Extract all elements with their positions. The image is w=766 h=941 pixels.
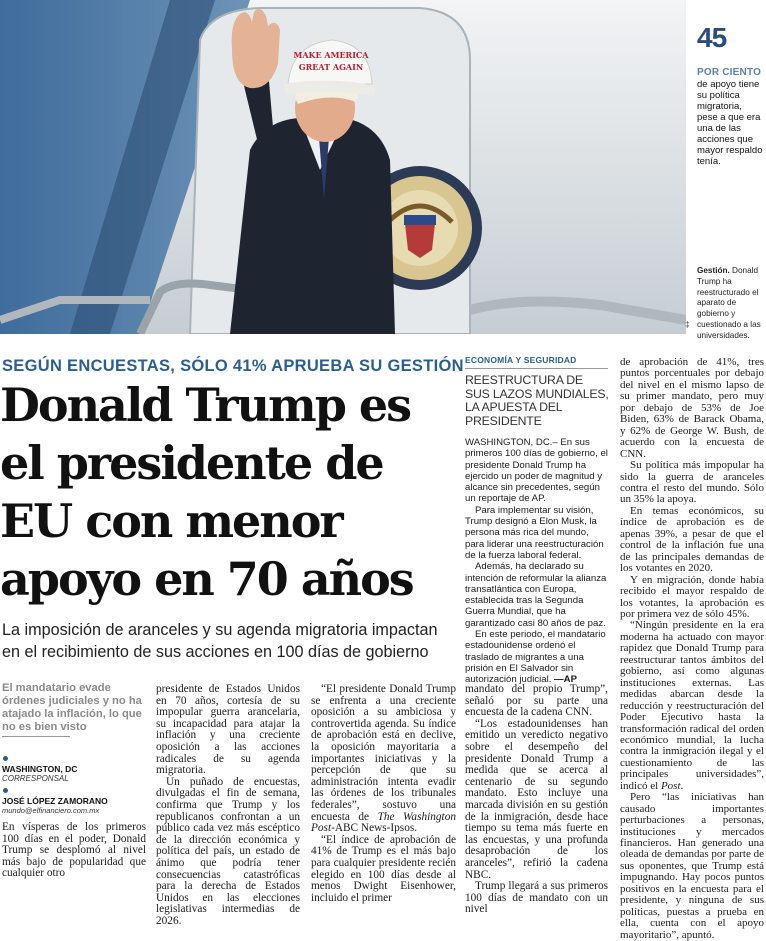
column-2: [156, 684, 300, 927]
byline-email: mundo@elfinanciero.com.mx: [2, 806, 100, 815]
main-photo: [0, 0, 686, 334]
paragraph-text: -ABC News-Ipsos.: [331, 822, 418, 835]
column-3: [311, 684, 456, 904]
bullet-icon: [3, 756, 8, 761]
paragraph: En vísperas de los primeros 100 días en el poder, Donald Trump se desplomó al nivel más bajo de popularidad que cualquier otro: [2, 821, 146, 880]
stat-unit: POR CIENTO: [697, 67, 762, 78]
paragraph: Pero “las iniciativas han causado importantes perturbaciones a personas, instituciones y mercados financieros. Han generado una oleada de demandas por parte de sus oponentes, que Trump está impugnando. Hay pocos puntos positivos en la encuesta para el presidente, y ninguna de sus políticas, puestas a prueba en ella, cuenta con el apoyo mayoritario”, apuntó.: [620, 791, 764, 941]
column-1: [2, 822, 146, 880]
stat-number: 45: [697, 22, 727, 53]
paragraph: presidente de Estados Unidos en 70 años, cortesía de su impopular guerra arancelaria, su incapacidad para atajar la inflación y una creciente oposición a las acciones radicales de su agenda migratoria.: [156, 683, 300, 777]
divider: [465, 368, 608, 369]
paragraph: Su política más impopular ha sido la guerra de aranceles contra el resto del mundo. Sólo un 35% la apoya.: [620, 459, 764, 506]
paragraph: En temas económicos, su índice de aprobación es de apenas 39%, a pesar de que el control de la inflación fue una de las principales demandas de los votantes en 2020.: [620, 504, 764, 575]
sidebar: [690, 0, 766, 340]
bullet-icon: [3, 788, 8, 793]
stat-text: de apoyo tiene su política migratoria, pese a que era una de las acciones que mayor respaldo tenía.: [697, 79, 763, 167]
caption-text: Donald Trump ha reestructurado el aparato de gobierno y cuestionado a las universidades.: [697, 266, 761, 340]
paragraph: Trump llegará a sus primeros 100 días de mandato con un nivel: [465, 880, 608, 916]
publication-name: Post: [660, 779, 681, 792]
paragraph: de aprobación de 41%, tres puntos porcentuales por debajo del nivel en el mismo lapso de su primer mandato, pero muy por debajo de 53% de Joe Biden, 63% de Barack Obama, y 62% de George W. Bush, de acuerdo con la encuesta de CNN.: [620, 356, 764, 460]
signature: —AP: [551, 674, 577, 686]
paragraph-text: “Ningún presidente en la era moderna ha actuado con mayor rapidez que Donald Trump para reestructurar tantos ámbitos del gobierno, así como algunas instituciones externas. Las medidas abarcan desde la reducción y reestructuración del Poder Ejecutivo hasta la transformación radical del orden económico mundial, la lucha contra la inmigración ilegal y el cuestionamiento de las principales universidades”, indicó el: [620, 619, 764, 792]
publication-name: The Washington Post: [311, 810, 456, 835]
paragraph: [311, 684, 456, 835]
paragraph: [465, 629, 610, 685]
column-4: [465, 684, 608, 916]
box-headline: REESTRUCTURA DE SUS LAZOS MUNDIALES, LA APUESTA DEL PRESIDENTE: [465, 373, 609, 428]
paragraph-text: .: [680, 779, 684, 792]
cap-text-line-2: GREAT AGAIN: [298, 62, 364, 72]
photo-caption: [697, 266, 763, 342]
paragraph: Un puñado de encuestas, divulgadas el fin de semana, confirma que Trump y los republicanos confrontan a un público cada vez más escéptico de la dirección económica y política del país, un estado de ánimo que podría tener consecuencias catastróficas para la derecha de Estados Unidos en las elecciones legislativas intermedias de 2026.: [156, 775, 300, 927]
kicker: SEGÚN ENCUESTAS, SÓLO 41% APRUEBA SU GESTIÓN: [2, 357, 464, 375]
paragraph: “Los estadounidenses han emitido un veredicto negativo sobre el desempeño del presidente Donald Trump a medida que se acerca al centenario de su segundo mandato. Esto incluye una marcada división en su gestión de la inmigración, desde hace tiempo su tema más fuerte en las encuestas, y una profunda desaprobación de los aranceles”, refirió la cadena NBC.: [465, 717, 608, 881]
paragraph: Además, ha declarado su intención de reformular la alianza transatlántica con Europa, establecida tras la Segunda Guerra Mundial, que ha garantizado casi 80 años de paz.: [465, 561, 607, 629]
byline-city: WASHINGTON, DC: [2, 764, 78, 774]
box-body: [465, 437, 610, 686]
column-5: [620, 357, 764, 941]
paragraph: Para implementar su visión, Trump designó a Elon Musk, la persona más rica del mundo, para liderar una reestructuración de la fuerza laboral federal.: [465, 504, 604, 561]
byline-name: JOSÉ LÓPEZ ZAMORANO: [2, 796, 108, 806]
paragraph: “El índice de aprobación de 41% de Trump es el más bajo para cualquier presidente recién elegido en 100 días desde al menos Dwight Eisenhower, incluido el primer: [311, 833, 456, 904]
paragraph: mandato del propio Trump”, señaló por su parte una encuesta de la cadena CNN.: [465, 683, 608, 719]
paragraph: [620, 620, 764, 792]
paragraph: WASHINGTON, DC.– En sus primeros 100 días de gobierno, el presidente Donald Trump ha ejercido un poder de magnitud y alcance sin precedentes, según un reportaje de AP.: [465, 437, 608, 505]
pull-quote: El mandatario evade órdenes judiciales y no ha atajado la inflación, lo que no es bien visto: [2, 682, 142, 733]
section-label: ECONOMÍA Y SEGURIDAD: [465, 355, 577, 365]
cap-text-line-1: MAKE AMERICA: [293, 50, 369, 60]
subhead: La imposición de aranceles y su agenda migratoria impactan en el recibimiento de sus acciones en 100 días de gobierno: [2, 621, 438, 661]
divider: [2, 736, 70, 737]
caption-mark: ‡: [685, 320, 690, 329]
paragraph-text: En este periodo, el mandatario estadounidense ordenó el traslado de migrantes a una prisión en El Salvador sin autorización judicial.: [465, 629, 606, 686]
caption-label: Gestión.: [697, 266, 730, 275]
paragraph: Y en migración, donde había recibido el mayor respaldo de los votantes, la aprobación es por primera vez de sólo 45%.: [620, 573, 764, 620]
paragraph-text: “El presidente Donald Trump se enfrenta a una creciente oposición a su ambiciosa y controvertida agenda. Su índice de aprobación está en declive, la oposición mayoritaria a importantes iniciativas y la percepción de que su administración intenta evadir las órdenes de los tribunales federales”, sostuvo una encuesta de: [311, 683, 456, 823]
byline-role: CORRESPONSAL: [2, 774, 69, 783]
headline: Donald Trump es el presidente de EU con menor apoyo en 70 años: [0, 378, 413, 606]
